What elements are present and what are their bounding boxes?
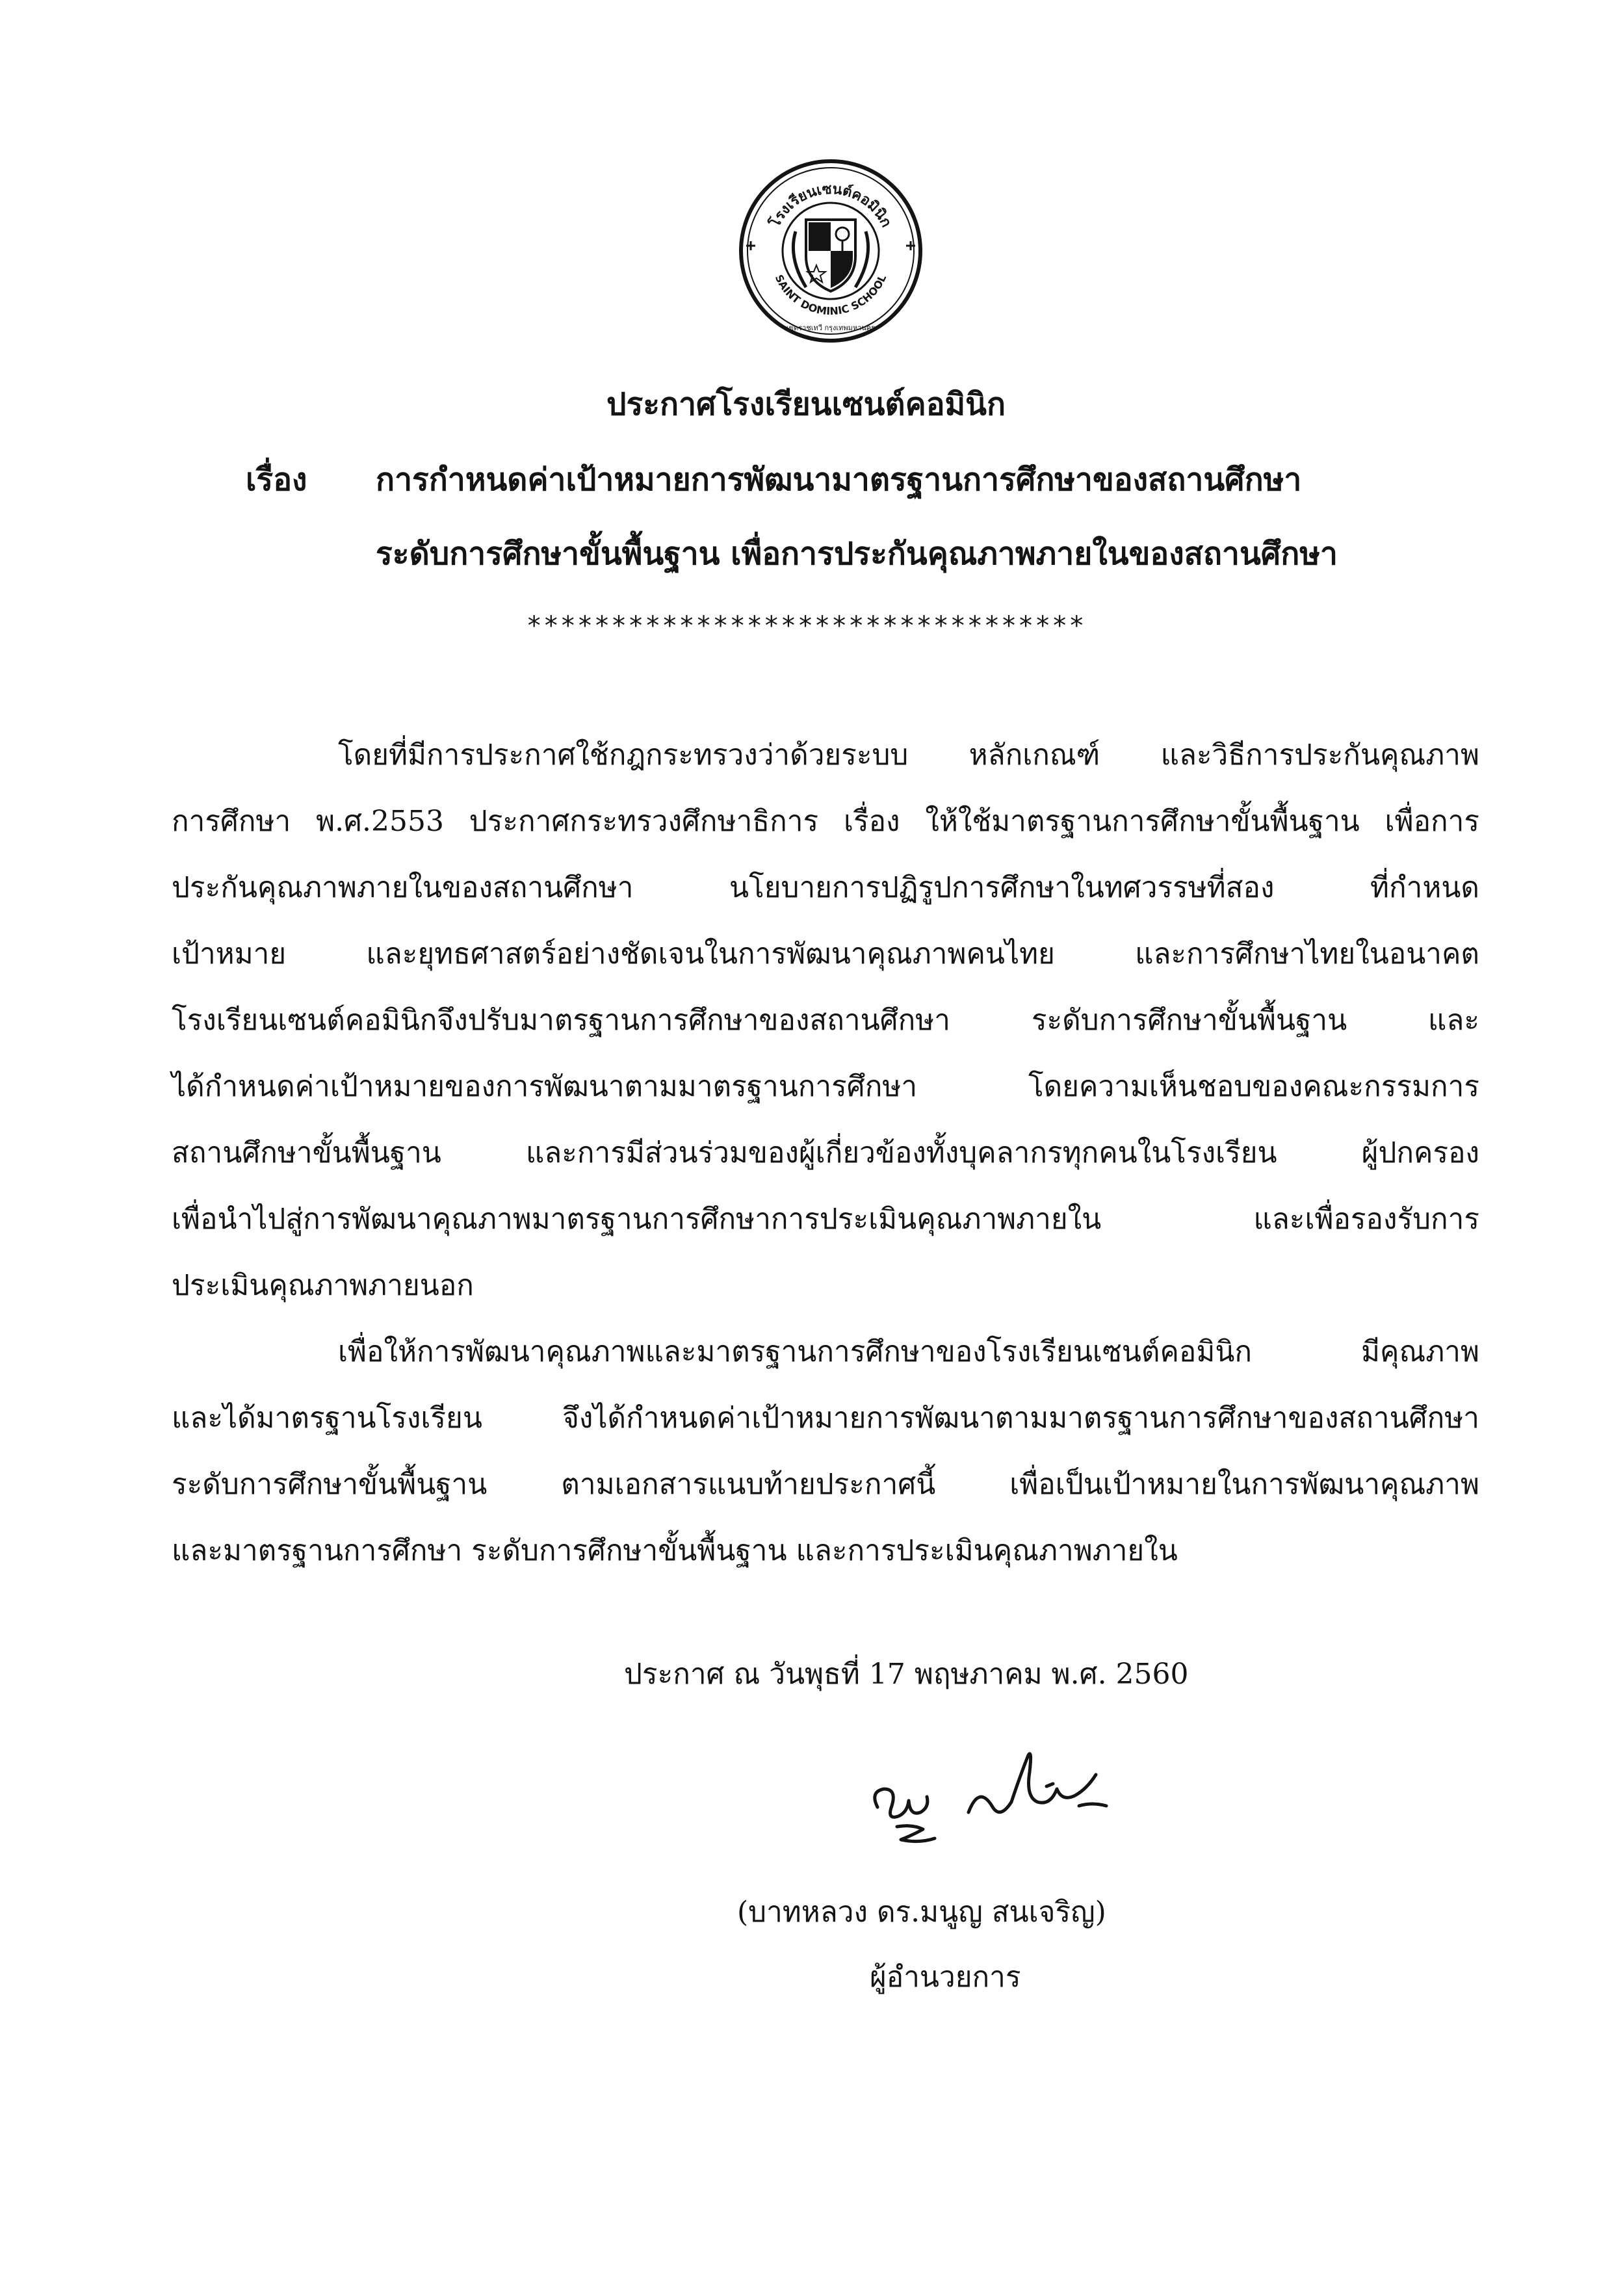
seal-text-bottom: SAINT DOMINIC SCHOOL xyxy=(772,272,889,318)
body-line: โดยที่มีการประกาศใช้กฎกระทรวงว่าด้วยระบบ หลักเกณฑ์ และวิธีการประกันคุณภาพ xyxy=(338,738,1479,772)
subject-label: เรื่อง xyxy=(246,462,307,498)
body-line: สถานศึกษาขั้นพื้นฐาน และการมีส่วนร่วมของผู้เกี่ยวข้องทั้งบุคลากรทุกคนในโรงเรียน ผู้ปกครอง xyxy=(172,1136,1479,1169)
subject-line-1: การกำหนดค่าเป้าหมายการพัฒนามาตรฐานการศึกษาของสถานศึกษา xyxy=(376,462,1302,498)
body-line: เพื่อให้การพัฒนาคุณภาพและมาตรฐานการศึกษาของโรงเรียนเซนต์คอมินิก มีคุณภาพ xyxy=(338,1335,1479,1368)
announcement-date: ประกาศ ณ วันพุธที่ 17 พฤษภาคม พ.ศ. 2560 xyxy=(624,1658,1189,1691)
school-seal-logo xyxy=(733,153,928,348)
signer-name: (บาทหลวง ดร.มนูญ สนเจริญ) xyxy=(737,1896,1106,1929)
signer-title: ผู้อำนวยการ xyxy=(870,1961,1021,1994)
body-line: และได้มาตรฐานโรงเรียน จึงได้กำหนดค่าเป้าหมายการพัฒนาตามมาตรฐานการศึกษาของสถานศึกษา xyxy=(172,1402,1479,1435)
body-line: และมาตรฐานการศึกษา ระดับการศึกษาขั้นพื้นฐาน และการประเมินคุณภาพภายใน xyxy=(172,1534,1178,1567)
body-line: เป้าหมาย และยุทธศาสตร์อย่างชัดเจนในการพัฒนาคุณภาพคนไทย และการศึกษาไทยในอนาคต xyxy=(172,937,1479,971)
subject-line-2: ระดับการศึกษาขั้นพื้นฐาน เพื่อการประกันคุณภาพภายในของสถานศึกษา xyxy=(376,536,1338,572)
body-line: ประเมินคุณภาพภายนอก xyxy=(172,1269,474,1302)
director-signature xyxy=(858,1729,1131,1872)
announcement-title: ประกาศโรงเรียนเซนต์คอมินิก xyxy=(606,386,1006,423)
body-line: การศึกษา พ.ศ.2553 ประกาศกระทรวงศึกษาธิการ เรื่อง ให้ใช้มาตรฐานการศึกษาขั้นพื้นฐาน เพื่อการ xyxy=(172,805,1479,838)
seal-text-top: โรงเรียนเซนต์คอมินิก xyxy=(767,181,894,230)
announcement-subject xyxy=(246,460,1301,499)
heading-separator: ********************************* xyxy=(526,611,1086,641)
body-line: เพื่อนำไปสู่การพัฒนาคุณภาพมาตรฐานการศึกษาการประเมินคุณภาพภายใน และเพื่อรองรับการ xyxy=(172,1203,1479,1236)
seal-text-base: เขตราชเทวี กรุงเทพมหานคร xyxy=(786,324,876,332)
body-line: ได้กำหนดค่าเป้าหมายของการพัฒนาตามมาตรฐานการศึกษา โดยความเห็นชอบของคณะกรรมการ xyxy=(172,1070,1479,1103)
body-line: ระดับการศึกษาขั้นพื้นฐาน ตามเอกสารแนบท้ายประกาศนี้ เพื่อเป็นเป้าหมายในการพัฒนาคุณภาพ xyxy=(172,1468,1479,1501)
body-line: โรงเรียนเซนต์คอมินิกจึงปรับมาตรฐานการศึกษาของสถานศึกษา ระดับการศึกษาขั้นพื้นฐาน และ xyxy=(172,1004,1479,1037)
body-line: ประกันคุณภาพภายในของสถานศึกษา นโยบายการปฏิรูปการศึกษาในทศวรรษที่สอง ที่กำหนด xyxy=(172,871,1479,904)
